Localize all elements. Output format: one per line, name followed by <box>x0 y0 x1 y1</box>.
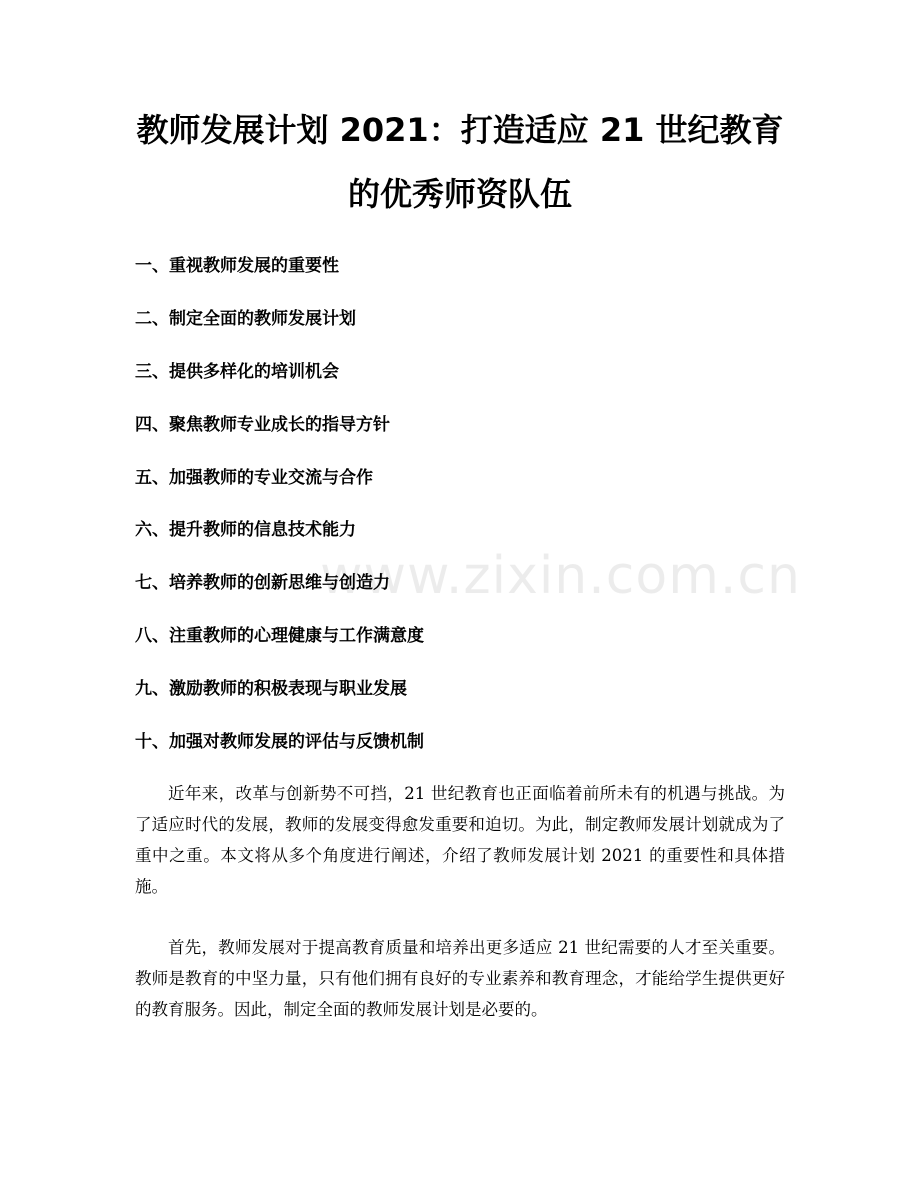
document-title-line-2: 的优秀师资队伍 <box>347 175 572 213</box>
outline-item-4: 四、聚焦教师专业成长的指导方针 <box>135 415 390 435</box>
outline-item-2: 二、制定全面的教师发展计划 <box>135 309 356 329</box>
outline-item-5: 五、加强教师的专业交流与合作 <box>135 468 373 488</box>
outline-item-7: 七、培养教师的创新思维与创造力 <box>135 573 390 593</box>
paragraph-2: 首先，教师发展对于提高教育质量和培养出更多适应 21 世纪需要的人才至关重要。教师是教育的中坚力量，只有他们拥有良好的专业素养和教育理念，才能给学生提供更好的教育服务。因此，制定全面的教师发展计划是必要的。 <box>135 938 785 1019</box>
outline-item-1: 一、重视教师发展的重要性 <box>135 256 339 276</box>
watermark: www.zixin.com.cn <box>320 546 801 606</box>
outline-item-8: 八、注重教师的心理健康与工作满意度 <box>135 626 424 646</box>
outline-item-10: 十、加强对教师发展的评估与反馈机制 <box>135 732 424 752</box>
document-title-line-1: 教师发展计划 2021：打造适应 21 世纪教育 <box>136 111 784 149</box>
outline-item-9: 九、激励教师的积极表现与职业发展 <box>135 679 407 699</box>
outline-item-3: 三、提供多样化的培训机会 <box>135 362 339 382</box>
outline-item-6: 六、提升教师的信息技术能力 <box>135 520 356 540</box>
paragraph-1: 近年来，改革与创新势不可挡，21 世纪教育也正面临着前所未有的机遇与挑战。为了适应时代的发展，教师的发展变得愈发重要和迫切。为此，制定教师发展计划就成为了重中之重。本文将从多个角度进行阐述，介绍了教师发展计划 2021 的重要性和具体措施。 <box>135 784 785 896</box>
